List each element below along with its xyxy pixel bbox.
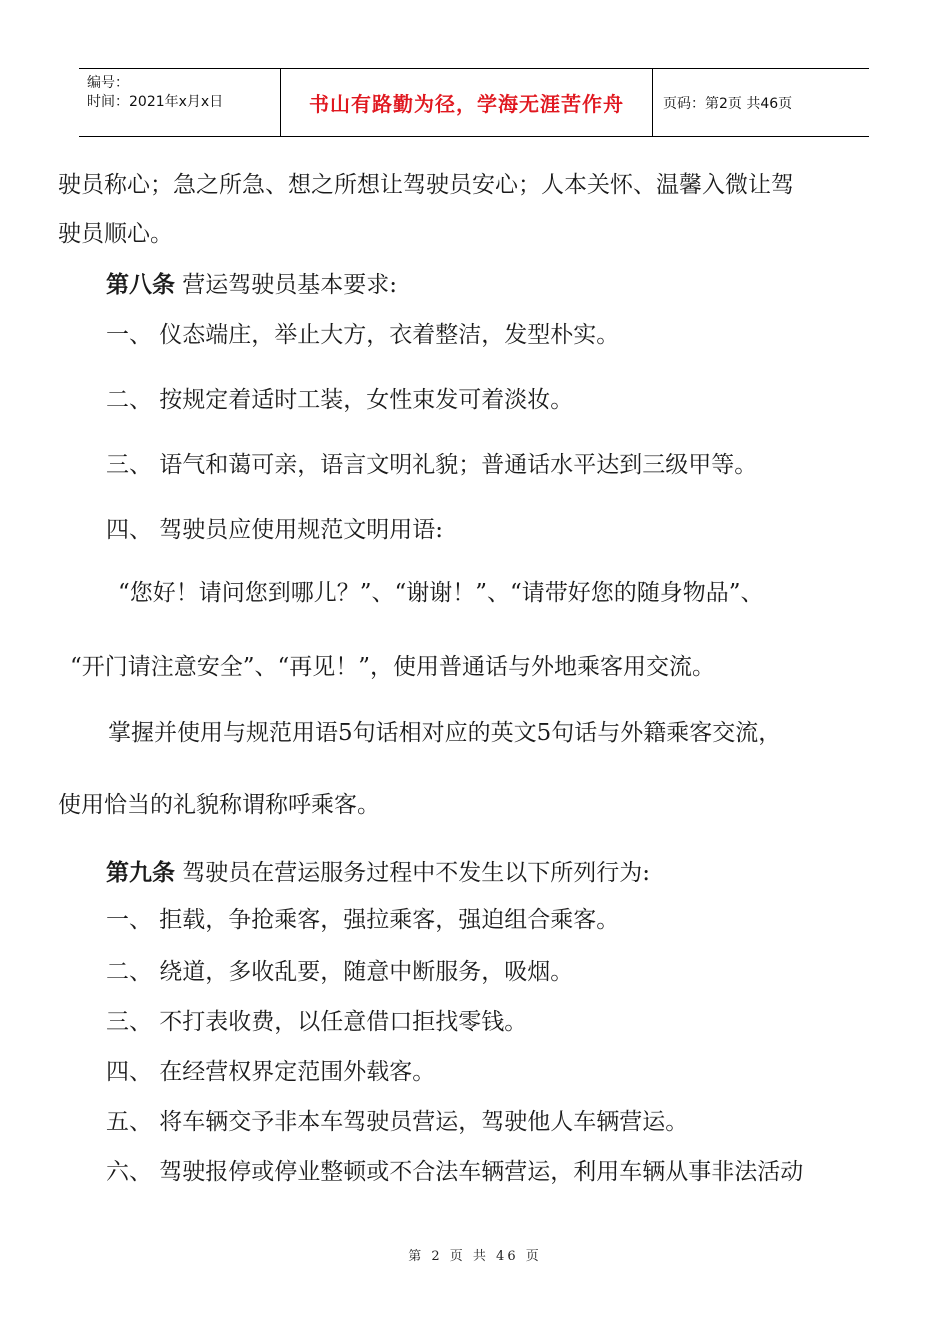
list-item: 三、 不打表收费，以任意借口拒找零钱。: [106, 1009, 528, 1035]
page-footer: 第 2 页 共 46 页: [408, 1249, 542, 1264]
article-8-title: 营运驾驶员基本要求:: [175, 272, 398, 298]
article-8-lead: 第八条: [106, 272, 175, 298]
paragraph-line: 驶员称心；急之所急、想之所想让驾驶员安心；人本关怀、温馨入微让驾: [58, 172, 794, 198]
list-item: 二、 绕道，多收乱要，随意中断服务，吸烟。: [106, 959, 574, 985]
motto-text: 书山有路勤为径，学海无涯苦作舟: [309, 92, 624, 116]
paragraph-line: 使用恰当的礼貌称谓称呼乘客。: [58, 792, 380, 818]
paragraph-line: 掌握并使用与规范用语5句话相对应的英文5句话与外籍乘客交流，: [108, 720, 782, 746]
list-item: 四、 驾驶员应使用规范文明用语:: [106, 517, 444, 543]
list-item: 二、 按规定着适时工装，女性束发可着淡妆。: [106, 387, 574, 413]
header-motto-cell: [281, 69, 653, 136]
list-item: 四、 在经营权界定范围外载客。: [106, 1059, 436, 1085]
list-item: 六、 驾驶报停或停业整顿或不合法车辆营运，利用车辆从事非法活动: [106, 1159, 804, 1185]
list-item: 一、 拒载，争抢乘客，强拉乘客，强迫组合乘客。: [106, 907, 620, 933]
list-item: 五、 将车辆交予非本车驾驶员营运，驾驶他人车辆营运。: [106, 1109, 689, 1135]
list-item: 一、 仪态端庄，举止大方，衣着整洁，发型朴实。: [106, 322, 620, 348]
article-9-title: 驾驶员在营运服务过程中不发生以下所列行为:: [175, 860, 651, 886]
article-9-lead: 第九条: [106, 860, 175, 886]
page-info: 页码：第2页 共46页: [663, 95, 793, 112]
header-meta-cell: [79, 69, 281, 136]
number-label: 编号：: [87, 75, 129, 91]
document-header: [79, 68, 869, 137]
article-8-heading: [106, 270, 397, 300]
paragraph-line: 驶员顺心。: [58, 221, 173, 247]
article-9-heading: [106, 858, 650, 888]
list-item: 三、 语气和蔼可亲，语言文明礼貌；普通话水平达到三级甲等。: [106, 452, 758, 478]
quote-line: “开门请注意安全”、“再见！”，使用普通话与外地乘客用交流。: [70, 654, 716, 680]
quote-line: “您好！请问您到哪儿？”、“谢谢！”、“请带好您的随身物品”、: [118, 580, 764, 606]
time-label: 时间：2021年x月x日: [87, 94, 224, 110]
header-page-cell: [653, 69, 869, 136]
